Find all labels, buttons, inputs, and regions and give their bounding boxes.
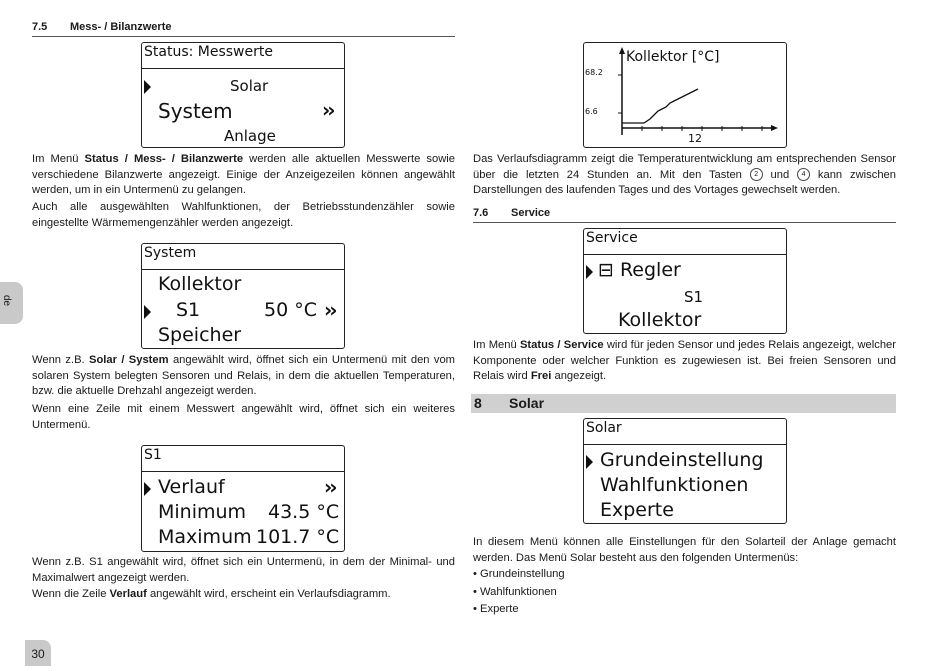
lcd-row-s1: S1 — [176, 299, 201, 321]
text: Das Verlaufsdiagramm zeigt die Temperaturentwicklung am entsprechenden Sensor über die letzten 24 Stunden an. Mit den Tasten — [473, 153, 896, 181]
lcd-title: Solar — [586, 420, 622, 436]
text: und — [762, 168, 798, 181]
paragraph-solar-system — [32, 353, 455, 400]
lcd-s1 — [141, 445, 345, 552]
paragraph-verlauf — [32, 587, 455, 603]
text: Wenn z.B. — [32, 354, 89, 366]
cursor-arrow-icon — [586, 455, 593, 469]
lcd-row-wahlfunktionen: Wahlfunktionen — [600, 474, 749, 496]
lcd-row-experte: Experte — [600, 499, 674, 521]
key-2-icon: 2 — [750, 168, 763, 181]
lcd-title: System — [144, 245, 197, 261]
section-heading-7-5 — [32, 21, 171, 33]
menu-item-name: Verlauf — [109, 588, 147, 600]
paragraph-verlaufsdiagramm — [473, 152, 896, 199]
lcd-status-messwerte — [141, 42, 345, 148]
lcd-row-speicher: Speicher — [158, 324, 242, 346]
status-term: Frei — [530, 370, 552, 382]
lcd-service — [583, 228, 787, 334]
paragraph-s1: Wenn z.B. S1 angewählt wird, öffnet sich ein Untermenü, in dem der Minimal- und Maximalwert angezeigt werden. — [32, 556, 455, 584]
key-4-icon: 4 — [797, 168, 810, 181]
lcd-system — [141, 243, 345, 349]
lcd-title: Service — [586, 230, 638, 246]
lcd-value-minimum: 43.5 °C — [268, 501, 340, 523]
text: werden alle aktuellen Messwerte sowie verschiedene Bilanzwerte angezeigt. Einige der Anzeigezeilen können angewählt werden, um in ein Untermenü zu gelangen. — [32, 153, 455, 196]
double-chevron-icon: ›› — [324, 475, 335, 499]
language-tab-label: de — [1, 294, 13, 307]
lcd-row-s1: S1 — [684, 288, 704, 306]
y-axis-arrow-icon — [619, 47, 625, 54]
lcd-row-system: System — [158, 99, 233, 123]
lcd-row-minimum: Minimum — [158, 501, 247, 523]
paragraph-solar-menu: In diesem Menü können alle Einstellungen für den Solarteil der Anlage gemacht werden. Das Menü Solar besteht aus den folgenden Untermenüs: — [473, 536, 896, 564]
text: Im Menü — [32, 153, 85, 165]
menu-path: Status / Mess- / Bilanzwerte — [84, 153, 244, 165]
chart-title: Kollektor [°C] — [626, 49, 720, 65]
heading-rule — [32, 36, 455, 37]
section-number: 7.5 — [32, 21, 48, 33]
section-title: Mess- / Bilanzwerte — [70, 21, 172, 33]
text: angezeigt. — [551, 370, 607, 382]
text: kann zwischen Darstellungen des laufenden Tages und des Vortages gewechselt werden. — [473, 168, 896, 196]
page-number: 30 — [25, 640, 51, 666]
lcd-title: Status: Messwerte — [144, 44, 273, 60]
chapter-number: 8 — [474, 395, 482, 411]
lcd-verlaufsdiagramm — [583, 42, 787, 148]
paragraph-wahlfunktionen: Auch alle ausgewählten Wahlfunktionen, der Betriebsstundenzähler sowie eingestellte Wärmemengenzähler werden angezeigt. — [32, 201, 455, 229]
text: wird für jeden Sensor und jedes Relais angezeigt, welcher Komponente oder welcher Funktion es zugewiesen ist. Bei freien Sensoren und Relais wird — [473, 339, 896, 382]
lcd-title-rule — [584, 254, 786, 255]
section-number: 7.6 — [473, 207, 489, 219]
double-chevron-icon: ›› — [324, 298, 335, 322]
lcd-title-rule — [142, 269, 344, 270]
cursor-arrow-icon — [144, 482, 151, 496]
lcd-solar — [583, 418, 787, 524]
double-chevron-icon: ›› — [322, 98, 333, 122]
text: angewählt wird, erscheint ein Verlaufsdiagramm. — [146, 588, 391, 600]
submenu-list — [473, 566, 565, 619]
x-tick-label: 12 — [688, 132, 702, 145]
lcd-row-grundeinstellung: Grundeinstellung — [600, 449, 764, 471]
temperature-series-line — [622, 89, 698, 123]
chapter-heading-8 — [471, 394, 896, 413]
y-tick-label-low: 6.6 — [585, 107, 598, 116]
x-axis-arrow-icon — [771, 125, 778, 131]
lcd-title-rule — [142, 68, 344, 69]
list-item: • Wahlfunktionen — [473, 584, 565, 602]
lcd-row-kollektor: Kollektor — [618, 309, 702, 331]
menu-path: Solar / System — [89, 354, 169, 366]
lcd-row-maximum: Maximum — [158, 526, 252, 548]
lcd-title-rule — [142, 471, 344, 472]
section-heading-7-6 — [473, 207, 550, 219]
lcd-title: S1 — [144, 447, 162, 463]
chapter-title: Solar — [509, 395, 545, 411]
lcd-row-anlage: Anlage — [224, 127, 276, 145]
text: angewählt wird, öffnet sich ein Untermenü mit den vom solaren System belegten Sensoren und Relais, in dem die aktuellen Temperaturen, bzw. die aktuelle Drehzahl angezeigt werden. — [32, 354, 456, 397]
text: Wenn die Zeile — [32, 588, 110, 600]
list-item: • Experte — [473, 601, 565, 619]
cursor-arrow-icon — [144, 80, 151, 94]
y-tick-label-high: 68.2 — [585, 68, 603, 77]
language-tab — [0, 282, 23, 324]
menu-path: Status / Service — [519, 339, 604, 351]
text: Im Menü — [473, 339, 520, 351]
paragraph-messwert-zeile: Wenn eine Zeile mit einem Messwert angewählt wird, öffnet sich ein weiteres Untermenü. — [32, 403, 455, 431]
lcd-value-maximum: 101.7 °C — [256, 526, 340, 548]
list-item: • Grundeinstellung — [473, 566, 565, 584]
cursor-arrow-icon — [144, 305, 151, 319]
lcd-row-solar: Solar — [230, 77, 269, 95]
heading-rule — [473, 222, 896, 223]
lcd-row-regler: ⊟ Regler — [598, 259, 681, 281]
lcd-row-verlauf: Verlauf — [158, 476, 225, 498]
cursor-arrow-icon — [586, 265, 593, 279]
section-title: Service — [511, 207, 551, 219]
paragraph-service — [473, 338, 896, 385]
lcd-row-kollektor: Kollektor — [158, 273, 242, 295]
paragraph-status-messwerte — [32, 152, 455, 199]
lcd-title-rule — [584, 444, 786, 445]
lcd-value-s1: 50 °C — [264, 299, 317, 321]
